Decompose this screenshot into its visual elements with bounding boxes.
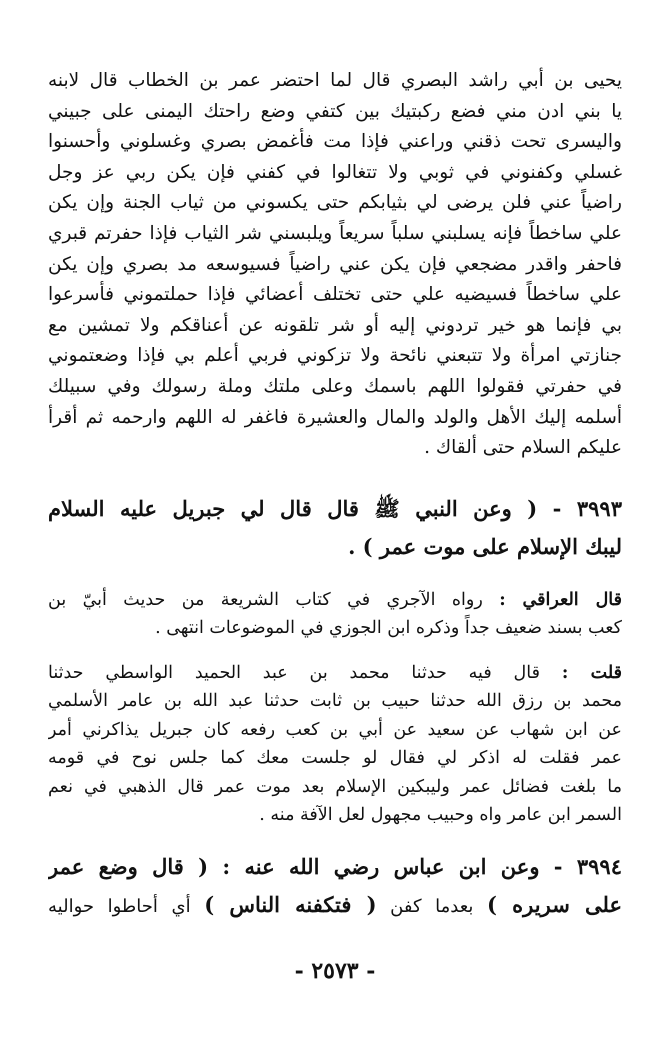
page-number: - ٢٥٧٣ -: [294, 958, 376, 984]
commentary-line: ما بلغت فضائل عمر وليبكين الإسلام بعد موت عمر قال الذهبي في نعم: [48, 776, 622, 797]
iraqi-commentary: [48, 586, 622, 643]
explanation-text: أي أحاطوا حواليه: [48, 895, 205, 917]
hadith-3993: [48, 490, 622, 566]
commentary-text: قال فيه حدثنا محمد بن عبد الحميد الواسطي حدثنا: [48, 662, 540, 683]
text-line: علي ساخطاً فسيضيه علي حتى تختلف أعضائي فإذا حملتموني فأسرعوا: [48, 284, 622, 306]
text-line: علي ساخطاً فإنه يسلبني سلباً سريعاً ويلبسني شر الثياب فإذا حفرتم قبري: [48, 222, 622, 244]
commentary-text: رواه الآجري في كتاب الشريعة من حديث أبيّ بن: [48, 589, 483, 610]
commentary-line: عن ابن شهاب عن سعيد عن أبي بن كعب رفعه كان جبريل يذاكرني أمر: [48, 719, 622, 740]
narration-block: [48, 66, 622, 464]
commentary-line: عمر فقلت له اذكر لي فقال لو جلست معك كما جلس نوح في قومه: [48, 748, 622, 769]
hadith-line: [48, 886, 622, 924]
text-line: جنازتي امرأة ولا تتبعني نائحة ولا تزكوني فربي أعلم بي فإذا وضعتموني: [48, 345, 622, 367]
text-line: أسلمه إليك الأهل والولد والمال والعشيرة فاغفر له اللهم وارحمه ثم أقرأ: [48, 406, 622, 428]
text-line: يحيى بن أبي راشد البصري قال لما احتضر عمر بن الخطاب قال لابنه: [48, 70, 622, 91]
text-line: عليكم السلام حتى ألقاك .: [424, 437, 622, 459]
hadith-quote: ( فتكفنه الناس ): [204, 891, 377, 917]
text-line: واليسرى تحت ذقني وراعني فإذا مت فأغمض بصري وغسلوني وأحسنوا: [48, 131, 622, 153]
commentary-line: السمر ابن عامر واه وحبيب مجهول لعل الآفة منه .: [259, 805, 622, 826]
text-line: يا بني ادن مني فضع ركبتيك بين كتفي وضع راحتك اليمنى على جبيني: [48, 100, 622, 122]
text-line: بي فإنما هو خير تردوني إليه أو شر تلقونه عن أعناقكم ولا تمشين مع: [48, 314, 622, 336]
commentary-label: قال العراقي :: [499, 589, 622, 610]
text-line: في حفرتي فقولوا اللهم باسمك وعلى ملتك وملة رسولك وفي سبيلك: [48, 375, 622, 397]
commentary-label: قلت :: [561, 662, 622, 683]
text-line: غسلي وكفنوني في ثوبي ولا تتغالوا في كفني فإن يكن ربي عز وجل: [48, 161, 622, 183]
commentary-line: [48, 659, 622, 688]
book-page: [48, 66, 622, 1052]
text-line: فاحفر واقدر مضجعي فإن يكن عني راضياً فسيوسعه مد بصري وإن يكن: [48, 253, 622, 275]
hadith-line: ليبك الإسلام على موت عمر ) .: [348, 533, 622, 559]
hadith-line: ٣٩٩٣ - ( وعن النبي ﷺ قال قال لي جبريل عليه السلام: [48, 495, 622, 521]
hadith-line: ٣٩٩٤ - وعن ابن عباس رضي الله عنه : ( قال وضع عمر: [48, 853, 622, 879]
qultu-commentary: [48, 659, 622, 830]
text-line: راضياً عني فلن يرضى لي بثيابكم حتى يكسوني من ثياب الجنة وإن يكن: [48, 192, 622, 214]
commentary-line: محمد بن رزق الله حدثنا حبيب بن ثابت حدثنا عبد الله بن عامر الأسلمي: [48, 691, 622, 712]
explanation-text: بعدما كفن: [376, 895, 488, 917]
hadith-quote: على سريره ): [487, 891, 622, 917]
commentary-line: [48, 586, 622, 615]
commentary-line: كعب بسند ضعيف جداً وذكره ابن الجوزي في الموضوعات انتهى .: [155, 618, 622, 639]
hadith-3994: [48, 848, 622, 924]
